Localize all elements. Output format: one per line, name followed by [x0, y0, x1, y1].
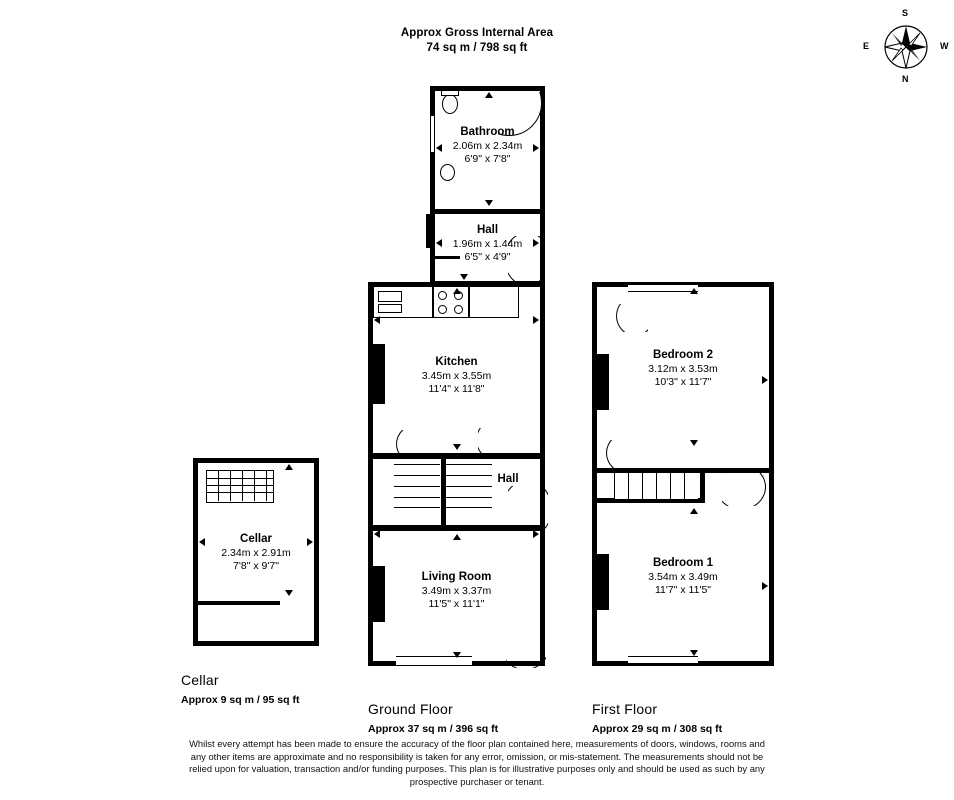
kitchen-sink-bowl-2 — [378, 304, 402, 313]
living-room-arrow-left — [374, 530, 380, 538]
cellar-caption-title: Cellar — [181, 672, 219, 688]
kitchen-arrow-bottom — [453, 444, 461, 450]
upper-hall-arrow-left — [436, 239, 442, 247]
bathroom-arrow-top — [485, 92, 493, 98]
cistern-fixture — [441, 90, 459, 96]
room-metric-bedroom1: 3.54m x 3.49m — [648, 571, 718, 583]
room-name-upper-hall: Hall — [476, 224, 499, 236]
room-label-living-room — [368, 571, 545, 611]
room-metric-bathroom: 2.06m x 2.34m — [452, 140, 523, 152]
living-room-door-swing — [506, 634, 546, 668]
kitchen-arrow-left — [374, 316, 380, 324]
room-label-bedroom2 — [592, 349, 774, 389]
gross-internal-area-header — [0, 26, 954, 56]
hob-ring-4 — [454, 305, 463, 314]
basin-fixture — [440, 164, 455, 181]
room-imperial-bathroom: 6'9" x 7'8" — [464, 153, 511, 165]
kitchen-door-swing — [396, 430, 430, 458]
room-imperial-living-room: 11'5" x 11'1" — [428, 598, 485, 610]
living-room-arrow-top — [453, 534, 461, 540]
landing-door-swing-left — [606, 440, 642, 470]
bedroom1-arrow-top — [690, 508, 698, 514]
room-metric-upper-hall: 1.96m x 1.44m — [452, 238, 523, 250]
room-label-bedroom1 — [592, 557, 774, 597]
hob-ring-3 — [438, 305, 447, 314]
landing-divider-wall — [700, 468, 705, 503]
room-metric-kitchen: 3.45m x 3.55m — [421, 370, 492, 382]
bedroom2-closet-door-swing — [616, 304, 648, 332]
disclaimer-line-4: prospective purchaser or tenant. — [409, 775, 545, 787]
room-metric-bedroom2: 3.12m x 3.53m — [648, 363, 718, 375]
room-name-kitchen: Kitchen — [435, 356, 478, 368]
ground-stairs-down — [394, 464, 440, 508]
hob-ring-1 — [438, 291, 447, 300]
cellar-internal-wall — [198, 601, 280, 605]
toilet-fixture — [442, 94, 458, 114]
room-imperial-bedroom1: 11'7" x 11'5" — [654, 584, 712, 596]
room-imperial-upper-hall: 6'5" x 4'9" — [464, 251, 511, 263]
compass-label-west: W — [940, 41, 949, 51]
living-room-arrow-right — [533, 530, 539, 538]
room-name-bedroom1: Bedroom 1 — [652, 557, 714, 569]
cellar-arrow-bottom — [285, 590, 293, 596]
room-label-cellar — [193, 533, 319, 573]
cellar-stairs — [206, 470, 274, 503]
kitchen-sink-bowl-1 — [378, 291, 402, 302]
kitchen-arrow-top — [453, 288, 461, 294]
upper-hall-arrow-bottom — [460, 274, 468, 280]
room-metric-living-room: 3.49m x 3.37m — [421, 585, 492, 597]
ground-floor-caption — [368, 701, 608, 735]
disclaimer-line-1: Whilst every attempt has been made to ensure the accuracy of the floor plan contained here, measurements of doors, windows, rooms and — [189, 738, 765, 749]
room-name-bedroom2: Bedroom 2 — [652, 349, 714, 361]
room-label-kitchen — [368, 356, 545, 396]
first-floor-plan — [592, 282, 774, 666]
bedroom2-arrow-bottom — [690, 440, 698, 446]
ground-floor-caption-area: Approx 37 sq m / 396 sq ft — [368, 723, 499, 735]
disclaimer-text — [0, 738, 954, 788]
bedroom2-arrow-left — [598, 376, 604, 384]
room-imperial-cellar: 7'8" x 9'7" — [233, 560, 279, 572]
first-floor-stairs — [614, 473, 698, 499]
hall-upper-door-swing — [478, 428, 516, 458]
room-name-living-room: Living Room — [421, 571, 492, 583]
room-name-middle-hall: Hall — [497, 473, 519, 485]
first-floor-caption-title: First Floor — [592, 701, 658, 717]
first-floor-caption-area: Approx 29 sq m / 308 sq ft — [592, 723, 723, 735]
gross-area-value: 74 sq m / 798 sq ft — [426, 42, 528, 54]
compass-label-east: E — [863, 41, 870, 51]
cellar-arrow-top — [285, 464, 293, 470]
living-room-arrow-bottom — [453, 652, 461, 658]
room-name-bathroom: Bathroom — [460, 126, 515, 138]
bedroom2-window — [628, 284, 698, 292]
first-floor-caption — [592, 701, 832, 735]
cellar-caption-area: Approx 9 sq m / 95 sq ft — [181, 694, 300, 706]
bedroom1-arrow-right — [762, 582, 768, 590]
room-name-cellar: Cellar — [240, 533, 272, 545]
bathroom-arrow-bottom — [485, 200, 493, 206]
room-label-middle-hall — [476, 473, 540, 487]
bedroom1-arrow-bottom — [690, 650, 698, 656]
kitchen-hob — [433, 286, 469, 318]
bedroom2-arrow-right — [762, 376, 768, 384]
room-imperial-kitchen: 11'4" x 11'8" — [428, 383, 485, 395]
ground-floor-plan — [368, 86, 548, 666]
disclaimer-line-3: relied upon for valuation, transaction and/or funding purposes. This plan is for illustrative purposes only and should be used as such by any — [189, 763, 765, 774]
room-label-upper-hall — [430, 224, 545, 264]
gross-area-title: Approx Gross Internal Area — [400, 27, 554, 39]
kitchen-counter-right — [469, 286, 519, 318]
compass-rose-icon — [862, 8, 950, 86]
disclaimer-line-2: any other items are approximate and no responsibility is taken for any error, omission, or mis-statement. The measurements should not be — [190, 750, 764, 762]
room-imperial-bedroom2: 10'3" x 11'7" — [654, 376, 712, 388]
kitchen-arrow-right — [533, 316, 539, 324]
bedroom1-arrow-left — [598, 582, 604, 590]
ground-floor-caption-title: Ground Floor — [368, 701, 453, 717]
bedroom2-arrow-top — [690, 288, 698, 294]
cellar-floor-plan — [193, 458, 319, 646]
compass-label-north-bottom: N — [902, 74, 909, 84]
room-metric-cellar: 2.34m x 2.91m — [221, 547, 291, 559]
bedroom1-window — [628, 656, 698, 664]
bathroom-arrow-left — [436, 144, 442, 152]
room-label-bathroom — [430, 126, 545, 166]
upper-hall-arrow-right — [533, 239, 539, 247]
landing-door-swing-right — [722, 468, 766, 506]
compass-label-south-top: S — [902, 8, 909, 18]
bathroom-arrow-right — [533, 144, 539, 152]
